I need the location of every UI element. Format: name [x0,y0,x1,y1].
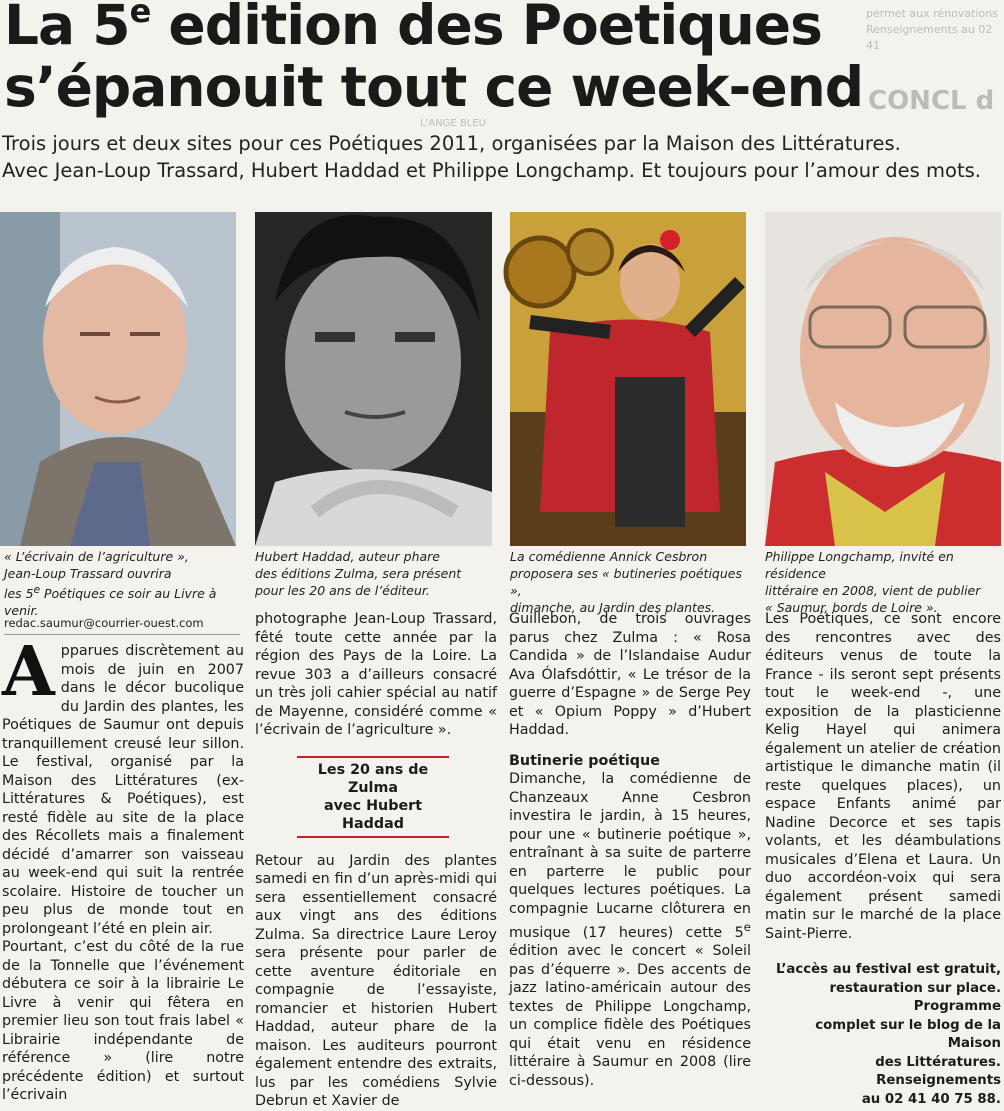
photo-philippe-longchamp [765,212,1001,546]
subheading-butinerie: Butinerie poétique [509,752,660,769]
headline-line-2: s’épanouit tout ce week-end [4,55,864,119]
article-column-1: Apparues discrètement au mois de juin en 2007 dans le décor bucolique du Jardin des plantes, les Poétiques de Saumur ont depuis tranquillement creusé leur sillon. Le festival, organisé par la Maison des Littératures (ex-Littératures & Poétiques), est resté fidèle au site de la place des Récollets mais a finalement décidé d’amarrer son vaisseau au week-end qui suit la rentrée scolaire. Histoire de toucher un peu plus de monde tout en prolongeant l’été en plein air. Pourtant, c’est du côté de la rue de la Tonnelle que l’événement débutera ce soir à la librairie Le Livre à venir qui fêtera en premier lieu son tout frais label « Librairie indépendante de référence » (lire notre précédente édition) et surtout l’écrivain [2,632,244,1103]
article-column-4: Les Poétiques, ce sont encore des rencontres avec des éditeurs venus de toute la France - ils seront sept présents tout le week-end -, une exposition de la plasticienne Kelig Hayel qui animera également un atelier de création artistique le dimanche matin (il reste quelques places), un espace Enfants animé par Nadine Decorce et ses tapis volants, et les déambulations musicales d’Elena et Laura. Un duo accordéon-voix qui sera également présent samedi matin sur le marché de la place Saint-Pierre. L’accès au festival est gratuit, restauration sur place. Programme complet sur le blog de la Maison des Littératures. Renseignements au 02 41 40 75 88. [765,610,1001,978]
bleed-through-text: L'ANGE BLEU [420,118,486,129]
photo-hubert-haddad [255,212,492,546]
practical-info: L’accès au festival est gratuit, restauration sur place. Programme complet sur le blog de la Maison des Littératures. Renseignements au 02 41 40 75 88. [775,962,1001,1107]
headline [4,0,864,118]
headline-line-1: La 5e edition des Poetiques [4,0,822,57]
article-column-3: Guillebon, de trois ouvrages parus chez Zulma : « Rosa Candida » de l’Islandaise Audur Ava Ólafsdóttir, « Le trésor de la guerre d’Espagne » de Serge Pey et « Opium Poppy » d’Hubert Haddad. Butinerie poétique Dimanche, la comédienne de Chanzeaux Anne Cesbron investira le jardin, à 15 heures, pour une « butinerie poétique », entraînant à sa suite de parterre en parterre le public pour quelques lectures poétiques. La compagnie Lucarne clôturera en musique (17 heures) cette 5e édition avec le concert « Soleil pas d’équerre ». Des accents de jazz latino-américain autour des textes de Philippe Longchamp, un complice fidèle des Poétiques qui était venu en résidence littéraire à Saumur en 2008 (lire ci-dessous). [509,611,751,1089]
standfirst: Trois jours et deux sites pour ces Poétiques 2011, organisées par la Maison des Littératures. Avec Jean-Loup Trassard, Hubert Haddad et Philippe Longchamp. Et toujours pour l’amour des mots. [2,132,981,182]
caption-haddad: Hubert Haddad, auteur phare des éditions Zulma, sera présent pour les 20 ans de l’éditeur. [255,549,462,598]
author-email: redac.saumur@courrier-ouest.com [4,616,240,635]
bleed-through-text: permet aux rénovations Renseignements au 02 41 [866,7,998,52]
bleed-through-text: CONCL d [868,86,995,116]
drop-cap: A [2,632,55,712]
caption-cesbron: La comédienne Annick Cesbron proposera ses « butineries poétiques », dimanche, au Jardin des plantes. [510,549,742,615]
caption-trassard: « L’écrivain de l’agriculture », Jean-Loup Trassard ouvrira les 5e Poétiques ce soir au Livre à venir. [4,549,217,619]
photo-annick-cesbron [510,212,746,546]
caption-longchamp: Philippe Longchamp, invité en résidence littéraire en 2008, vient de publier « Saumur, bords de Loire ». [765,549,981,615]
article-column-2: photographe Jean-Loup Trassard, fêté toute cette année par la région des Pays de la Loire. La revue 303 a d’ailleurs consacré un très joli cahier spécial au natif de Mayenne, considéré comme « l’écrivain de l’agriculture ». Les 20 ans de Zulma avec Hubert Haddad Retour au Jardin des plantes samedi en fin d’un après-midi qui sera essentiellement consacré aux vingt ans des éditions Zulma. Sa directrice Laure Leroy sera présente pour parler de cette aventure éditoriale en compagnie de l’essayiste, romancier et historien Hubert Haddad, auteur phare de la maison. Les auditeurs pourront également entendre des extraits, lus par les comédiens Sylvie Debrun et Xavier de [255,611,497,1109]
photo-jean-loup-trassard [0,212,236,546]
subheading-zulma: Les 20 ans de Zulma avec Hubert Haddad [297,756,449,838]
